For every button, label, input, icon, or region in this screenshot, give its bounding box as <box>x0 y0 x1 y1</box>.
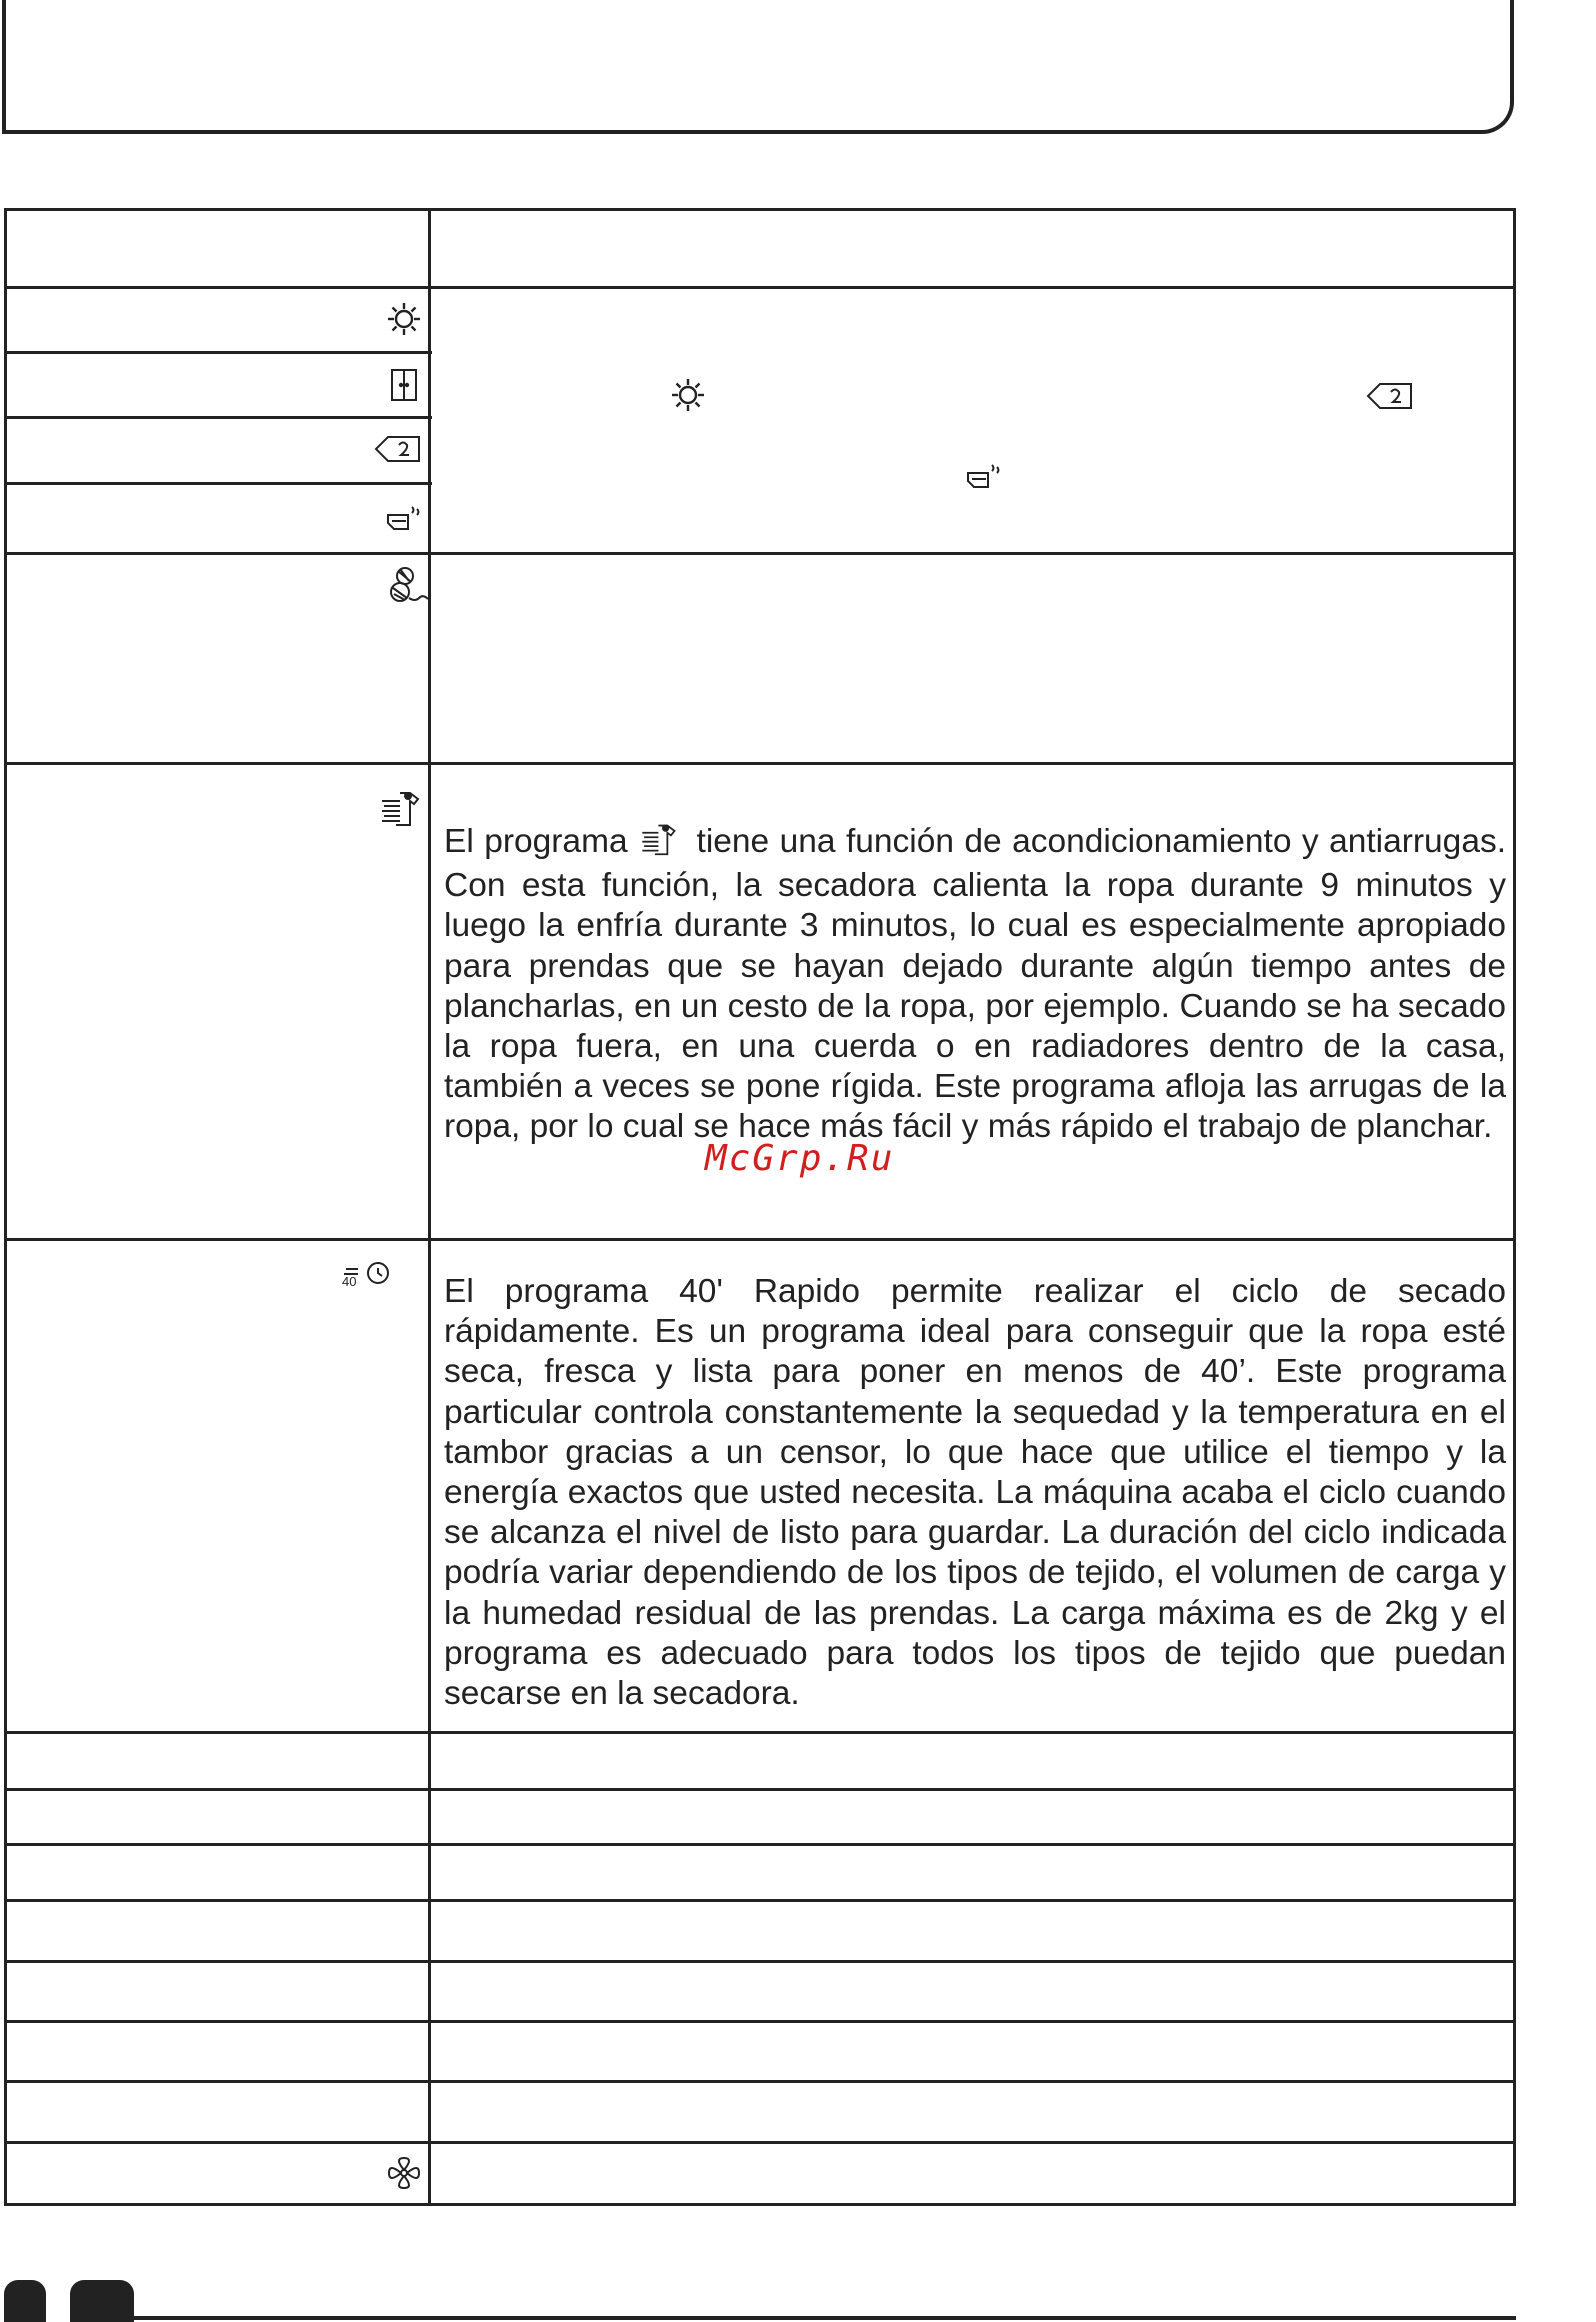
svg-text:40: 40 <box>342 1274 357 1287</box>
anti-crease-text-after: tiene una función de acondicionamiento y antiarrugas. Con esta función, la secadora calienta la ropa durante 9 minutos y luego la enfría durante 3 minutos, lo cual es especialmente apropiado para prendas que se hayan dejado durante algún tiempo antes de plancharlas, en un cesto de la ropa, por ejemplo. Cuando se ha secado la ropa fuera, en una cuerda o en radiadores dentro de la casa, también a veces se pone rígida. Este programa afloja las arrugas de la ropa, por lo cual se hace más fácil y más rápido el trabajo de planchar. <box>444 823 1507 1146</box>
iron-dry-icon <box>1366 381 1414 411</box>
table-rule <box>1513 208 1516 2206</box>
table-rule <box>4 552 1516 555</box>
table-rule <box>4 2141 1516 2144</box>
anti-crease-text-before: El programa <box>444 823 628 860</box>
table-rule <box>4 482 432 485</box>
table-rule <box>4 1731 1516 1734</box>
iron-steam-icon <box>966 463 1006 493</box>
footer-rule <box>130 2316 1516 2320</box>
table-rule <box>4 1899 1516 1902</box>
anti-crease-description <box>444 822 1506 1148</box>
fan-icon <box>387 2156 421 2190</box>
anti-crease-shirt-icon <box>380 789 428 827</box>
wardrobe-icon <box>390 368 418 402</box>
table-rule <box>4 416 432 419</box>
table-rule <box>4 2020 1516 2023</box>
watermark: McGrp.Ru <box>705 1138 895 1179</box>
table-rule <box>4 1843 1516 1846</box>
page-number-tab <box>4 2280 46 2322</box>
wool-yarn-icon <box>386 566 430 606</box>
table-rule <box>4 208 7 2206</box>
iron-steam-icon <box>386 505 426 535</box>
page-number-tab <box>70 2280 134 2322</box>
table-rule <box>4 2080 1516 2083</box>
table-rule <box>4 351 432 354</box>
table-rule <box>4 1960 1516 1963</box>
table-rule <box>4 208 1516 211</box>
anti-crease-shirt-icon <box>638 822 686 866</box>
sun-icon <box>671 378 705 412</box>
table-rule <box>4 2203 1516 2206</box>
table-rule <box>4 286 1516 289</box>
rapid-40-description: El programa 40' Rapido permite realizar el ciclo de secado rápidamente. Es un programa ideal para conseguir que la ropa esté seca, fresca y lista para poner en menos de 40’. Este programa particular controla constantemente la sequedad y la temperatura en el tambor gracias a un censor, lo que hace que utilice el tiempo y la energía exactos que usted necesita. La máquina acaba el ciclo cuando se alcanza el nivel de listo para guardar. La duración del ciclo indicada podría variar dependiendo de los tipos de tejido, el volumen de carga y la humedad residual de las prendas. La carga máxima es de 2kg y el programa es adecuado para todos los tipos de tejido que puedan secarse en la secadora. <box>444 1273 1506 1713</box>
table-rule <box>4 1238 1516 1241</box>
header-box <box>2 0 1514 134</box>
table-rule <box>428 208 431 2206</box>
table-rule <box>4 1788 1516 1791</box>
sun-icon <box>387 302 421 336</box>
rapid-40-icon <box>342 1259 392 1287</box>
iron-dry-icon <box>374 434 422 464</box>
table-rule <box>4 762 1516 765</box>
